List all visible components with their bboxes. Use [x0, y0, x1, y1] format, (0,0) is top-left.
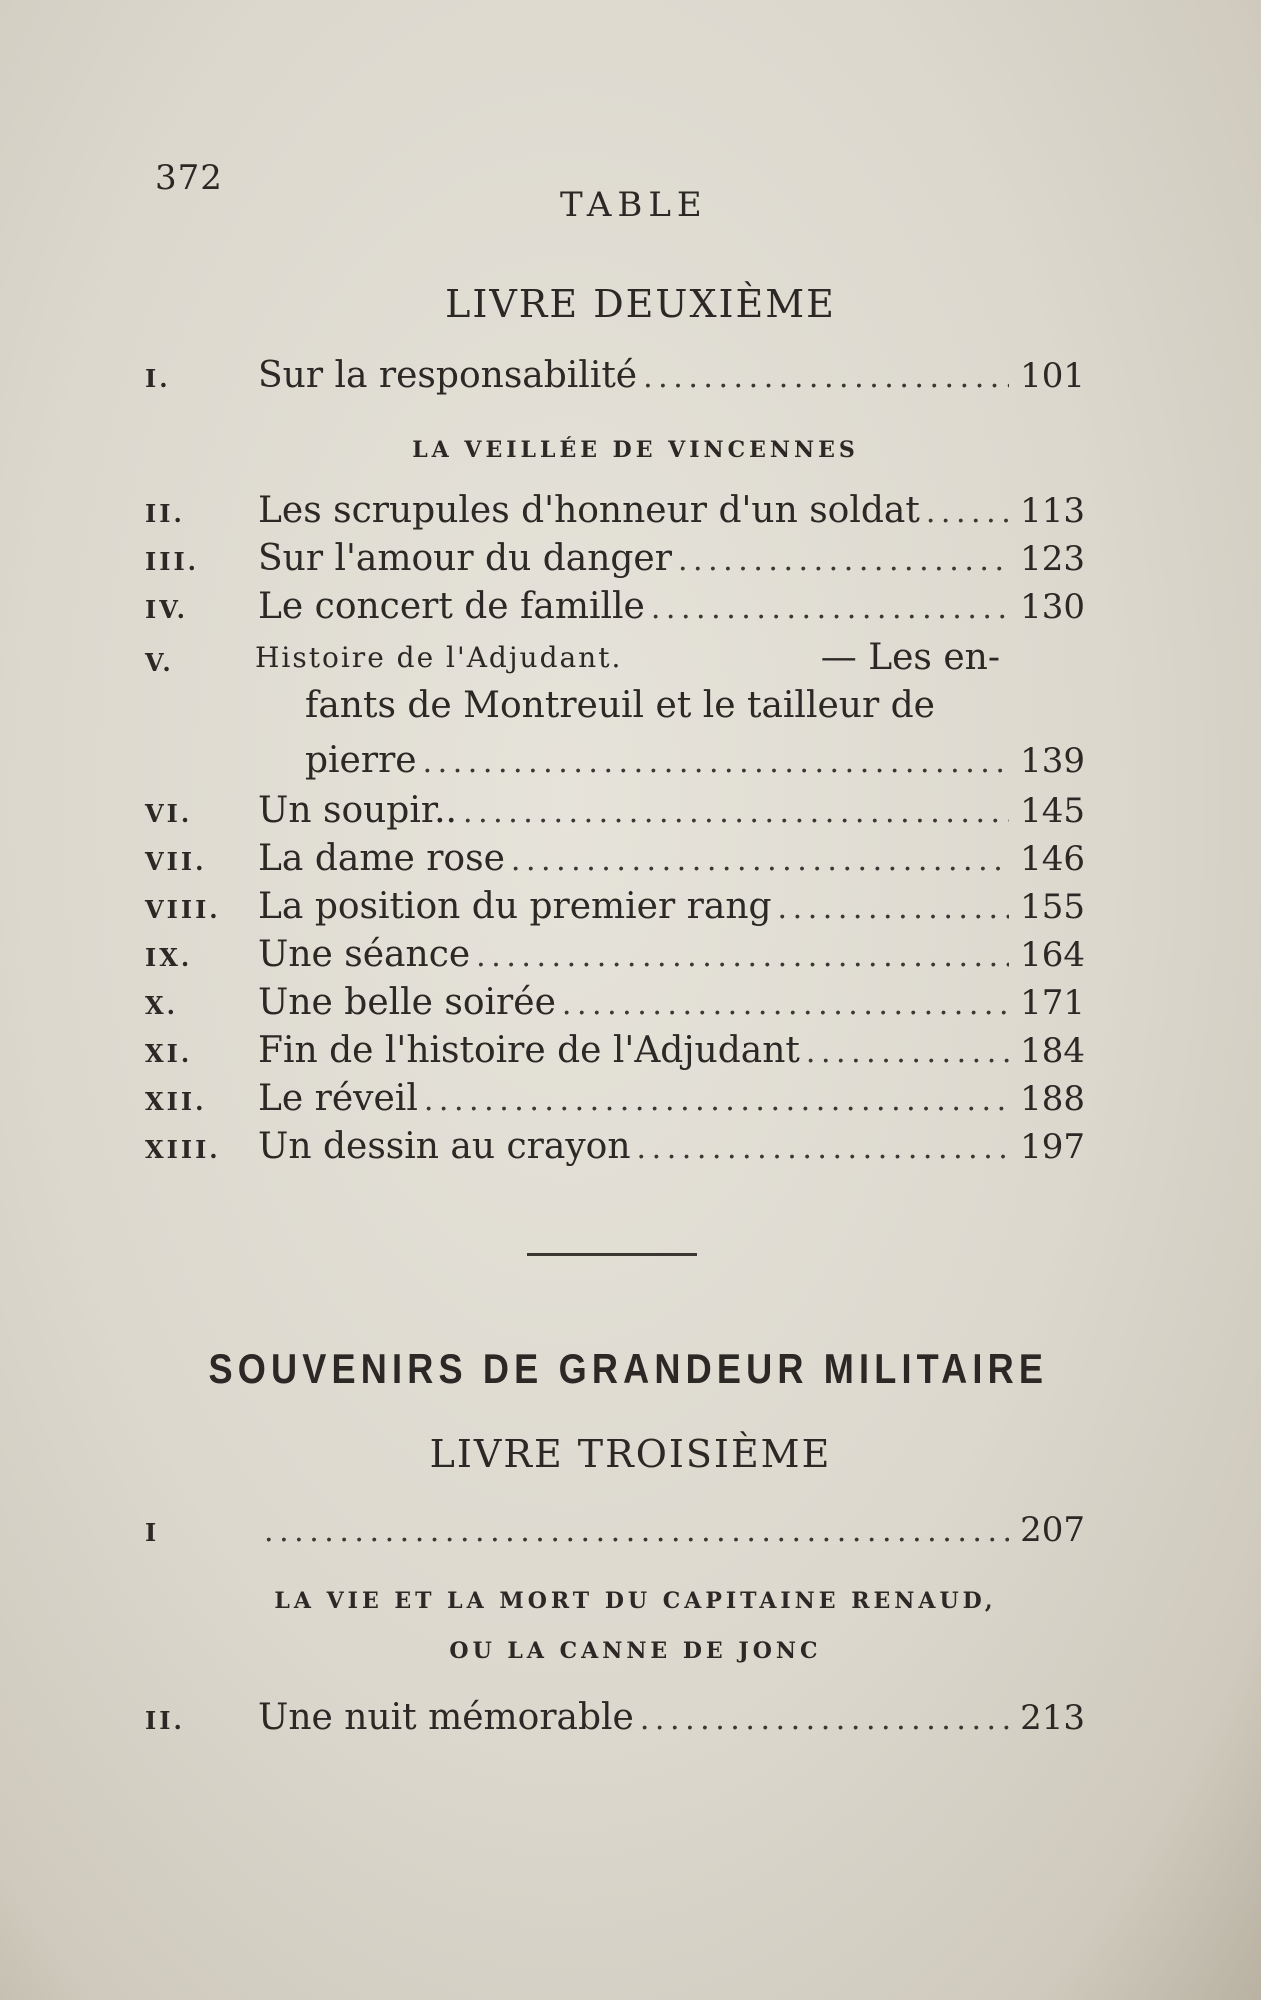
toc-entry-number: XII.	[145, 1087, 207, 1116]
toc-entry-number: I	[145, 1518, 160, 1547]
toc-entry-page: 145	[1020, 791, 1085, 831]
section-subtitle: OU LA CANNE DE JONC	[449, 1638, 822, 1664]
toc-entry	[145, 934, 1085, 982]
dot-leader	[463, 795, 1009, 830]
toc-entry-title: Une nuit mémorable	[258, 1697, 634, 1738]
dot-leader	[678, 543, 1009, 578]
toc-entry-title-smallcaps: Histoire de l'Adjudant.	[255, 641, 623, 674]
toc-entry-title: Le concert de famille	[258, 586, 645, 627]
toc-entry-page: 155	[1020, 887, 1085, 927]
toc-entry-title-line: fants de Montreuil et le tailleur de	[305, 685, 935, 726]
dot-leader	[264, 1514, 1009, 1549]
toc-entry-title: Sur la responsabilité	[258, 355, 638, 396]
dot-leader	[778, 891, 1009, 926]
toc-entry-number: XI.	[145, 1039, 193, 1068]
toc-entry	[145, 1126, 1085, 1174]
toc-entry-number: III.	[145, 547, 200, 576]
toc-entry	[305, 740, 1085, 788]
toc-entry-number: II.	[145, 499, 185, 528]
toc-entry	[145, 886, 1085, 934]
toc-entry-title: Sur l'amour du danger	[258, 538, 672, 579]
dot-leader	[511, 843, 1009, 878]
toc-entry	[145, 1510, 1085, 1558]
toc-entry-title: Un dessin au crayon	[258, 1126, 631, 1167]
toc-entry	[145, 1697, 1085, 1745]
dot-leader	[926, 495, 1009, 530]
toc-entry-title: La dame rose	[258, 838, 505, 879]
toc-entry-number: XIII.	[145, 1135, 221, 1164]
toc-entry	[145, 538, 1085, 586]
toc-entry-page: 113	[1020, 491, 1085, 531]
toc-entry-title: pierre	[305, 740, 417, 781]
toc-entry-number: IV.	[145, 595, 189, 624]
toc-entry-page: 171	[1020, 983, 1085, 1023]
toc-entry	[145, 490, 1085, 538]
section-divider	[527, 1253, 697, 1256]
toc-entry-number: II.	[145, 1706, 185, 1735]
book-three-heading: LIVRE TROISIÈME	[429, 1432, 832, 1476]
toc-entry-title: Une belle soirée	[258, 982, 556, 1023]
toc-entry	[145, 982, 1085, 1030]
toc-entry-title: Fin de l'histoire de l'Adjudant	[258, 1030, 800, 1071]
part-title: SOUVENIRS DE GRANDEUR MILITAIRE	[208, 1345, 1049, 1392]
page-number: 372	[155, 158, 223, 198]
toc-entry-number: VII.	[145, 847, 207, 876]
running-title: TABLE	[560, 185, 708, 225]
toc-entry-number: VIII.	[145, 895, 221, 924]
toc-entry-page: 139	[1020, 741, 1085, 781]
toc-entry-number: V.	[145, 648, 174, 677]
toc-entry-title-continued: — Les en-	[820, 637, 1000, 678]
toc-entry-number: IX.	[145, 943, 193, 972]
dot-leader	[643, 360, 1009, 395]
dot-leader	[423, 745, 1009, 780]
toc-entry	[145, 586, 1085, 634]
toc-entry-page: 164	[1020, 935, 1085, 975]
toc-entry-page: 197	[1020, 1127, 1085, 1167]
toc-entry-page: 207	[1020, 1510, 1085, 1550]
toc-entry	[145, 355, 1085, 403]
toc-entry-page: 213	[1020, 1698, 1085, 1738]
dot-leader	[637, 1131, 1009, 1166]
toc-entry	[145, 1078, 1085, 1126]
toc-entry-title: La position du premier rang	[258, 886, 772, 927]
toc-entry-title: Une séance	[258, 934, 471, 975]
dot-leader	[651, 591, 1009, 626]
toc-entry-number: VI.	[145, 799, 193, 828]
dot-leader	[476, 939, 1009, 974]
dot-leader	[640, 1702, 1009, 1737]
toc-entry	[145, 1030, 1085, 1078]
toc-entry-page: 184	[1020, 1031, 1085, 1071]
toc-entry-title: Un soupir..	[258, 790, 458, 831]
book-two-heading: LIVRE DEUXIÈME	[445, 282, 836, 326]
dot-leader	[562, 987, 1009, 1022]
section-title: LA VIE ET LA MORT DU CAPITAINE RENAUD,	[274, 1588, 997, 1614]
toc-entry-number: X.	[145, 991, 178, 1020]
toc-entry	[145, 790, 1085, 838]
toc-entry-number: I.	[145, 364, 171, 393]
toc-entry-page: 101	[1020, 356, 1085, 396]
toc-entry-multiline	[255, 634, 1000, 730]
toc-entry-page: 188	[1020, 1079, 1085, 1119]
toc-entry-title: Le réveil	[258, 1078, 418, 1119]
toc-entry	[145, 838, 1085, 886]
toc-entry-page: 123	[1020, 539, 1085, 579]
toc-entry-title: Les scrupules d'honneur d'un soldat	[258, 490, 920, 531]
toc-entry-page: 146	[1020, 839, 1085, 879]
toc-entry-page: 130	[1020, 587, 1085, 627]
dot-leader	[806, 1035, 1009, 1070]
section-title: LA VEILLÉE DE VINCENNES	[412, 437, 859, 463]
dot-leader	[424, 1083, 1009, 1118]
